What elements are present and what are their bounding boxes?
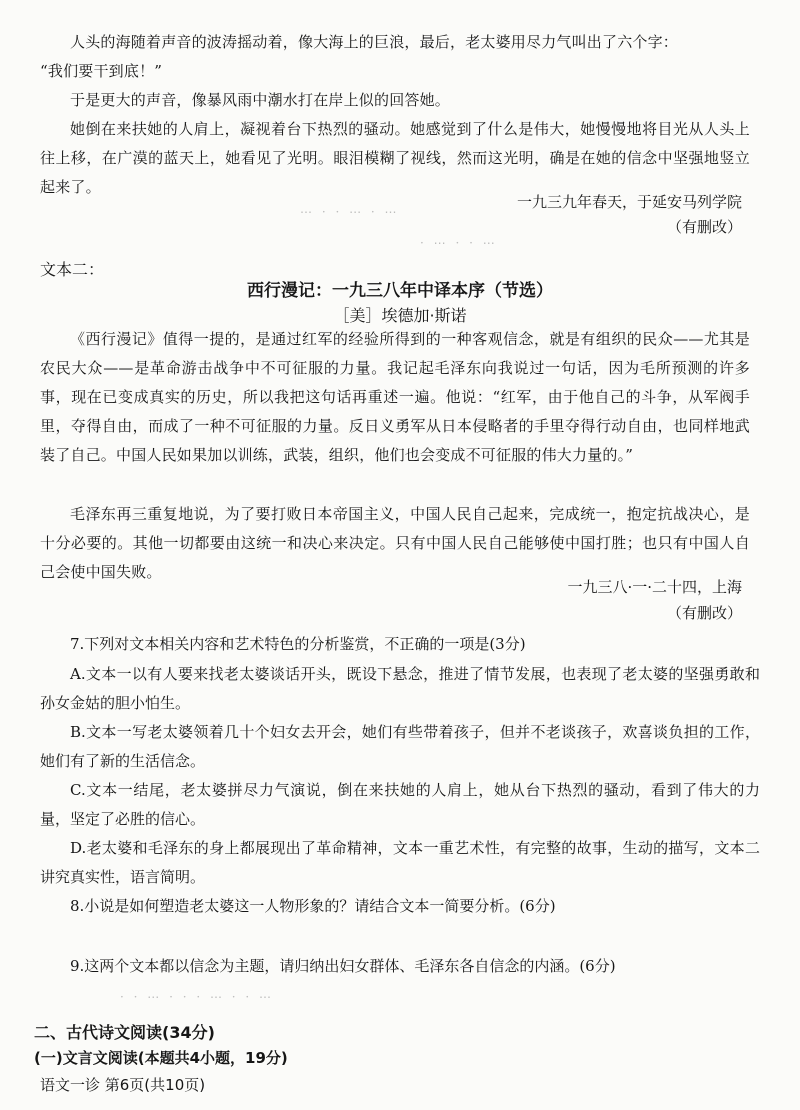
question-9: 9.这两个文本都以信念为主题，请归纳出妇女群体、毛泽东各自信念的内涵。(6分) (70, 957, 616, 975)
question-7-option-d: D.老太婆和毛泽东的身上都展现出了革命精神，文本一重艺术性，有完整的故事，生动的描写，文本二讲究真实性，语言简明。 (40, 839, 760, 886)
question-7: 7.下列对文本相关内容和艺术特色的分析鉴赏，不正确的一项是(3分) (70, 635, 526, 653)
text2-date: 一九三八·一·二十四，上海 (567, 578, 742, 596)
text1-note: （有删改） (666, 218, 742, 236)
question-7-option-b: B.文本一写老太婆领着几十个妇女去开会，她们有些带着孩子，但并不老谈孩子，欢喜谈负担的工作，她们有了新的生活信念。 (40, 723, 760, 770)
text2-paragraph-1: 《西行漫记》值得一提的，是通过红军的经验所得到的一种客观信念，就是有组织的民众——尤其是农民大众——是革命游击战争中不可征服的力量。我记起毛泽东向我说过一句话，因为毛所预测的许多事，现在已变成真实的历史，所以我把这句话再重述一遍。他说：“红军，由于他自己的斗争，从军阀手里，夺得自由，而成了一种不可征服的力量。反日义勇军从日本侵略者的手里夺得行动自由，也同样地武装了自己。中国人民如果加以训练，武装，组织，他们也会变成不可征服的伟大力量的。” (40, 330, 750, 464)
text1-paragraph-1: 人头的海随着声音的波涛摇动着，像大海上的巨浪，最后，老太婆用尽力气叫出了六个字： (70, 33, 679, 51)
text1-quote: “我们要干到底！” (40, 62, 163, 80)
question-8: 8.小说是如何塑造老太婆这一人物形象的？请结合文本一简要分析。(6分) (70, 897, 556, 915)
text1-paragraph-3: 她倒在来扶她的人肩上，凝视着台下热烈的骚动。她感觉到了什么是伟大，她慢慢地将目光从人头上往上移，在广漠的蓝天上，她看见了光明。眼泪模糊了视线，然而这光明，确是在她的信念中坚强地竖立起来了。 (40, 120, 750, 196)
section-2-subtitle: (一)文言文阅读(本题共4小题，19分) (34, 1049, 288, 1067)
page-footer: 语文一诊 第6页(共10页) (40, 1076, 206, 1094)
text2-title: 西行漫记：一九三八年中译本序（节选） (247, 281, 553, 301)
section-2-title: 二、古代诗文阅读(34分) (34, 1023, 215, 1042)
text1-paragraph-2: 于是更大的声音，像暴风雨中潮水打在岸上似的回答她。 (70, 91, 451, 109)
text2-note: （有删改） (666, 604, 742, 622)
bleed-through-noise: ⋯ · · ⋯ · ⋯ (300, 205, 400, 219)
question-7-option-a: A.文本一以有人要来找老太婆谈话开头，既设下悬念，推进了情节发展，也表现了老太婆的坚强勇敢和孙女金姑的胆小怕生。 (40, 665, 760, 712)
text1-date: 一九三九年春天，于延安马列学院 (516, 193, 742, 211)
bleed-through-noise: · ⋯ · · ⋯ (420, 236, 498, 250)
bleed-through-noise: · · ⋯ · · · ⋯ · · ⋯ (120, 990, 275, 1004)
text2-author: ［美］埃德加·斯诺 (333, 306, 467, 325)
text2-label: 文本二： (40, 260, 105, 279)
text2-paragraph-2: 毛泽东再三重复地说，为了要打败日本帝国主义，中国人民自己起来，完成统一，抱定抗战决心，是十分必要的。其他一切都要由这统一和决心来决定。只有中国人民自己能够使中国打胜；也只有中国人自己会使中国失败。 (40, 505, 750, 581)
question-7-option-c: C.文本一结尾，老太婆拼尽力气演说，倒在来扶她的人肩上，她从台下热烈的骚动，看到了伟大的力量，坚定了必胜的信心。 (40, 781, 760, 828)
